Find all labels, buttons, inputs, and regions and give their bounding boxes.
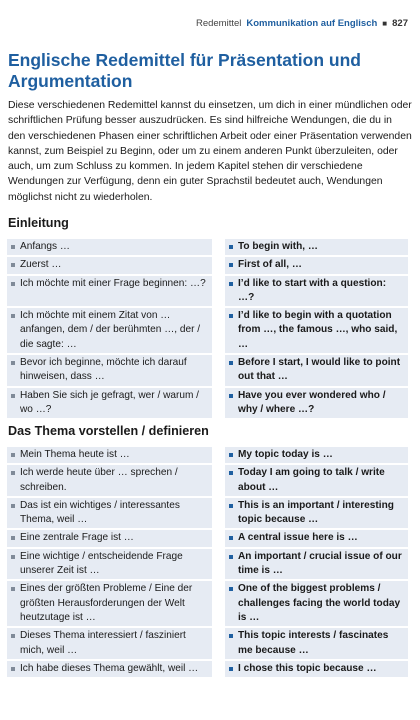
phrase-row [7,465,408,496]
english-phrase: I’d like to begin with a quotation from …, the famous …, who said, … [212,308,408,353]
intro-paragraph: Diese verschiedenen Redemittel kannst du einsetzen, um dich in einer mündlichen oder schriftlichen Prüfung besser auszudrücken. Es sind hilfreiche Wendungen, die du in den verschiedenen Phasen einer schriftlichen Arbeit oder einer Präsentation verwenden kannst, zum Beispiel zu Beginn, oder um zu einem anderen Punkt überzuleiten, oder auch, um zum Schluss zu kommen. In jedem Kapitel stehen dir verschiedene Wendungen zur Verfügung, denn ein guter Sprachstil bedeutet auch, Wendungen möglichst nicht zu wiederholen. [8,100,412,203]
german-phrase: Haben Sie sich je gefragt, wer / warum / wo …? [7,388,212,419]
german-phrase: Eine zentrale Frage ist … [7,530,212,546]
phrase-row [7,276,408,307]
english-phrase: Today I am going to talk / write about … [212,465,408,496]
german-phrase: Ich möchte mit einem Zitat von … anfangen, dem / der berühmten …, der / die sagte: … [7,308,212,353]
running-head-chapter: Kommunikation auf Englisch [246,18,378,29]
english-phrase: Before I start, I would like to point out that … [212,355,408,386]
english-phrase: First of all, … [212,257,408,273]
english-phrase: My topic today is … [212,447,408,463]
phrase-row [7,530,408,546]
section-heading-thema: Das Thema vorstellen / definieren [8,424,209,438]
page-title: Englische Redemittel für Präsentation und Argumentation [8,50,361,91]
phrase-row [7,498,408,529]
german-phrase: Eines der größten Probleme / Eine der größten Herausforderungen der Welt heutzutage ist … [7,581,212,626]
english-phrase: One of the biggest problems / challenges facing the world today is … [212,581,408,626]
german-phrase: Ich habe dieses Thema gewählt, weil … [7,661,212,677]
phrase-row [7,447,408,463]
running-head [196,18,408,29]
phrase-table-thema [7,445,408,679]
english-phrase: This topic interests / fascinates me because … [212,628,408,659]
english-phrase: This is an important / interesting topic because … [212,498,408,529]
phrase-row [7,308,408,353]
german-phrase: Bevor ich beginne, möchte ich darauf hinweisen, dass … [7,355,212,386]
phrase-row [7,257,408,273]
english-phrase: To begin with, … [212,239,408,255]
running-head-section: Redemittel [195,18,242,29]
german-phrase: Mein Thema heute ist … [7,447,212,463]
english-phrase: Have you ever wondered who / why / where …? [212,388,408,419]
phrase-row [7,549,408,580]
german-phrase: Anfangs … [7,239,212,255]
page-number: 827 [392,18,408,29]
phrase-row [7,388,408,419]
english-phrase: I’d like to start with a question: …? [212,276,408,307]
english-phrase: I chose this topic because … [212,661,408,677]
german-phrase: Eine wichtige / entscheidende Frage unserer Zeit ist … [7,549,212,580]
english-phrase: An important / crucial issue of our time is … [212,549,408,580]
german-phrase: Zuerst … [7,257,212,273]
german-phrase: Dieses Thema interessiert / fasziniert mich, weil … [7,628,212,659]
phrase-row [7,661,408,677]
german-phrase: Ich werde heute über … sprechen / schreiben. [7,465,212,496]
phrase-table-einleitung [7,237,408,420]
phrase-row [7,581,408,626]
german-phrase: Das ist ein wichtiges / interessantes Thema, weil … [7,498,212,529]
german-phrase: Ich möchte mit einer Frage beginnen: …? [7,276,212,307]
phrase-row [7,355,408,386]
section-heading-einleitung: Einleitung [8,216,69,230]
english-phrase: A central issue here is … [212,530,408,546]
phrase-row [7,239,408,255]
phrase-row [7,628,408,659]
running-head-separator: ■ [382,19,388,28]
